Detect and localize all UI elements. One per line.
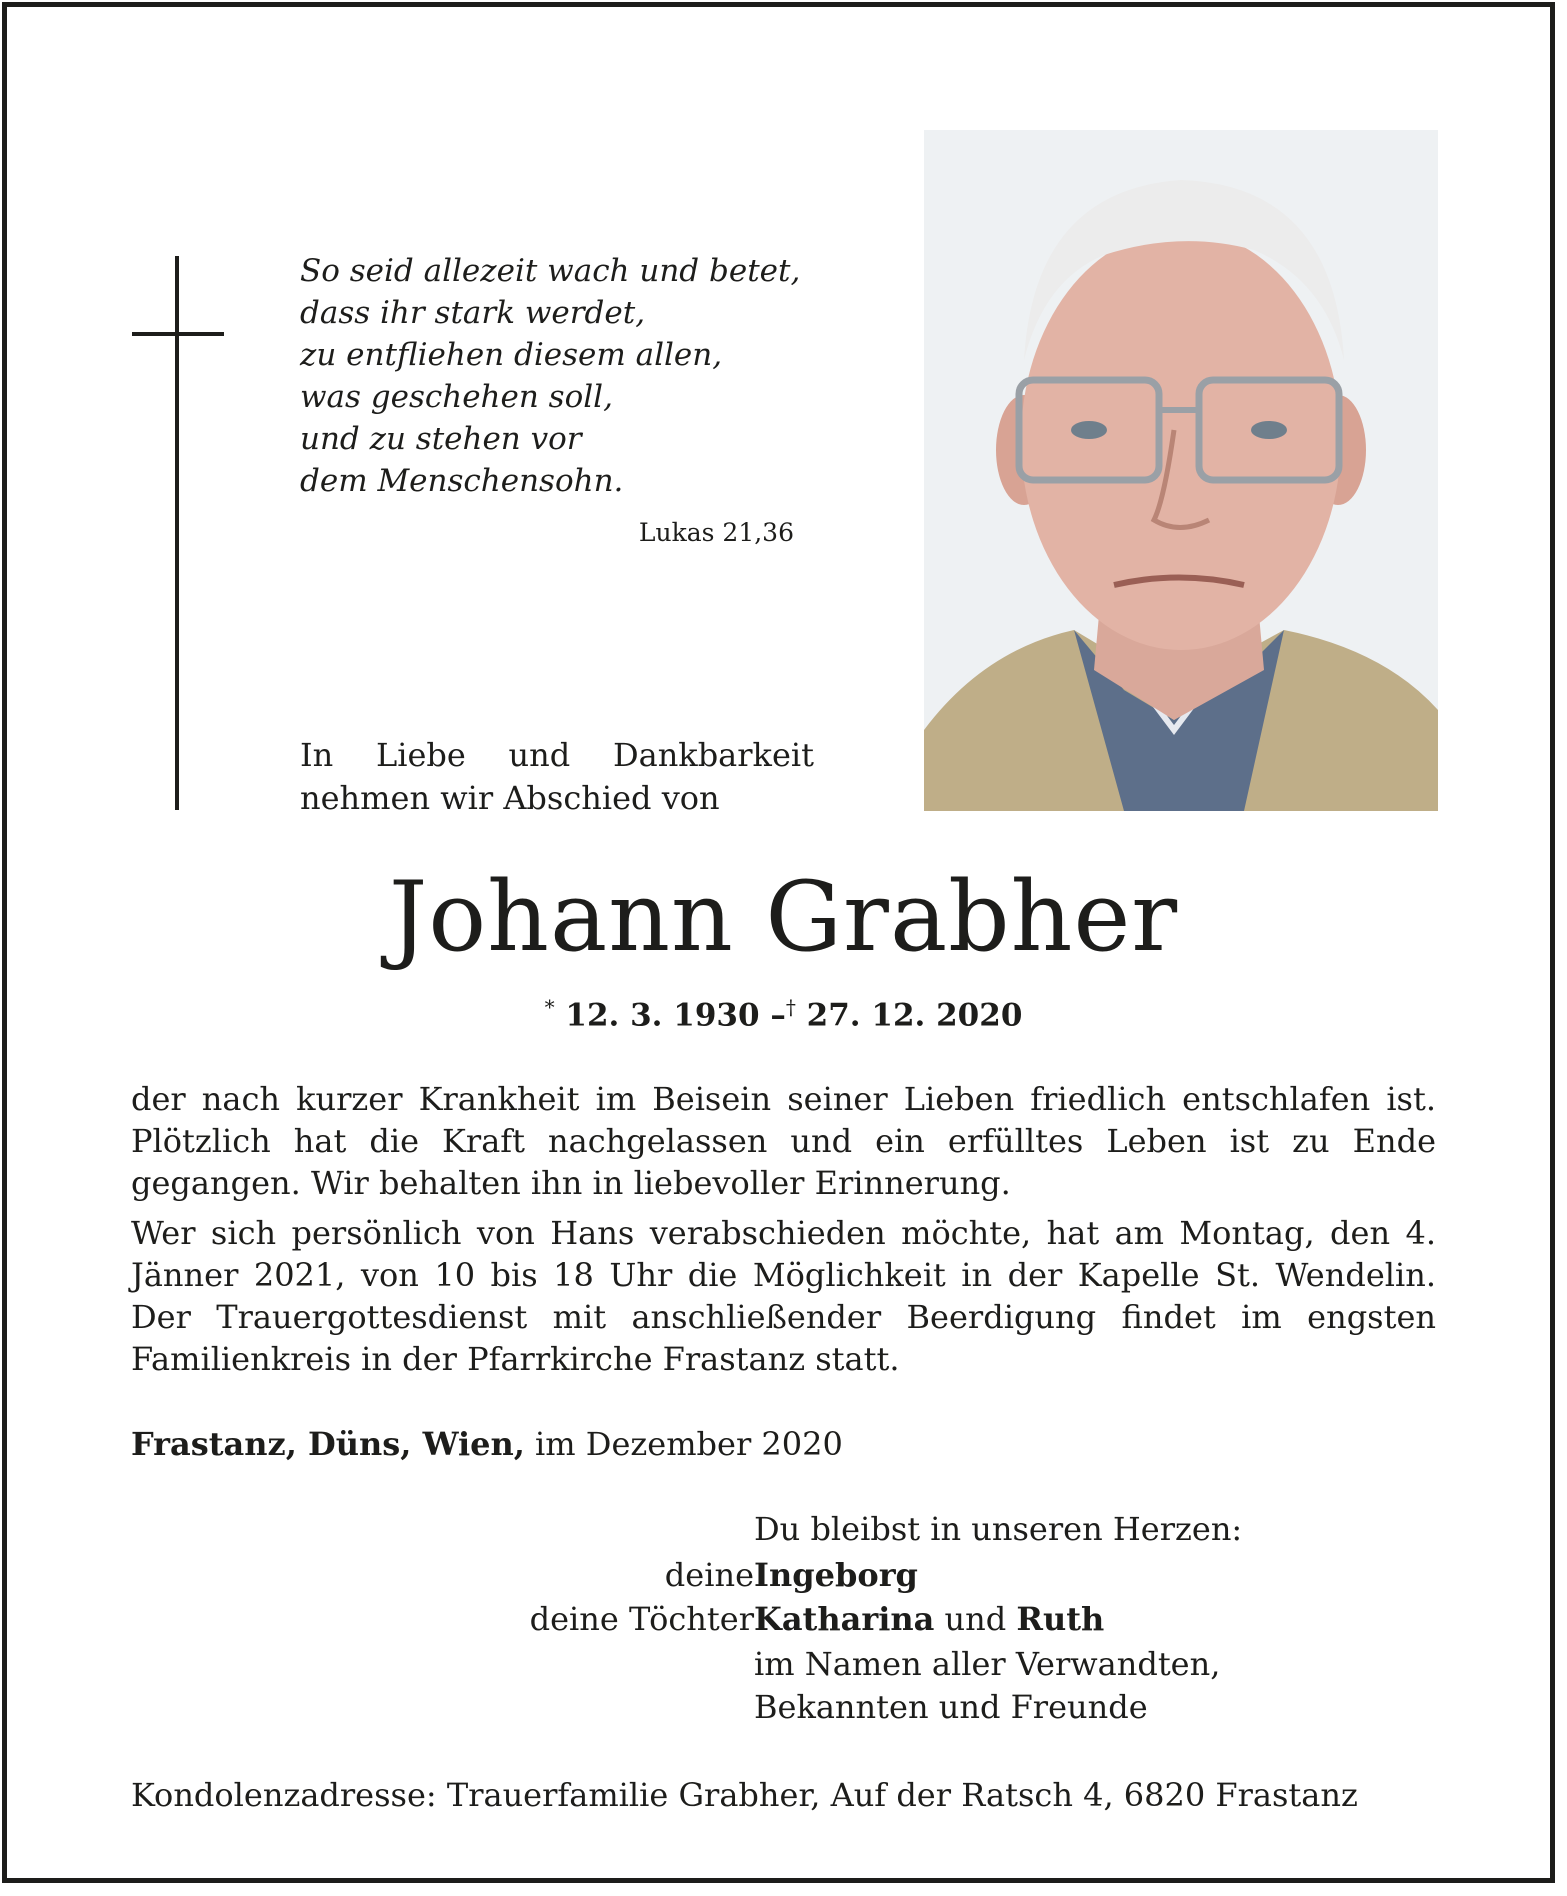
intro-word: Liebe <box>375 736 466 774</box>
death-date: 27. 12. 2020 <box>806 997 1023 1034</box>
place-date: im Dezember 2020 <box>535 1425 843 1463</box>
intro-text <box>300 734 814 820</box>
mourners-heading: Du bleibst in unseren Herzen: <box>754 1510 1243 1548</box>
verse-reference: Lukas 21,36 <box>638 518 794 547</box>
verse-line: dass ihr stark werdet, <box>300 295 646 331</box>
mourner-name: Ruth <box>1016 1600 1105 1638</box>
portrait-photo <box>924 130 1438 811</box>
verse-line: So seid allezeit wach und betet, <box>300 253 801 289</box>
mourner-friends: Bekannten und Freunde <box>754 1688 1148 1726</box>
life-dates <box>0 995 1567 1033</box>
bible-verse <box>300 250 820 502</box>
intro-word: In <box>300 736 334 774</box>
verse-line: dem Menschensohn. <box>300 463 624 499</box>
intro-line-2: nehmen wir Abschied von <box>300 779 720 817</box>
intro-word: und <box>508 736 571 774</box>
verse-line: zu entfliehen diesem allen, <box>300 337 723 373</box>
condolence-address: Kondolenzadresse: Trauerfamilie Grabher, Auf der Ratsch 4, 6820 Frastanz <box>131 1776 1358 1814</box>
mourner-names <box>754 1600 1104 1638</box>
body-paragraph: Wer sich persönlich von Hans verabschieden möchte, hat am Montag, den 4. Jänner 2021, von 10 bis 18 Uhr die Möglichkeit in der Kapelle St. Wendelin. Der Trauergottesdienst mit anschließender Beerdigung findet im engsten Familienkreis in der Pfarrkirche Frastanz statt. <box>131 1214 1436 1378</box>
cross-icon-vertical <box>175 256 179 810</box>
body-paragraph: der nach kurzer Krankheit im Beisein seiner Lieben friedlich entschlafen ist. Plötzlich hat die Kraft nachgelassen und ein erfülltes Leben ist zu Ende gegangen. Wir behalten ihn in liebevoller Erinnerung. <box>131 1080 1436 1202</box>
verse-line: was geschehen soll, <box>300 379 613 415</box>
conjunction: und <box>944 1600 1007 1638</box>
mourner-name: Ingeborg <box>754 1556 918 1594</box>
place-and-date <box>131 1425 843 1463</box>
date-separator: – <box>770 997 786 1034</box>
intro-word: Dankbarkeit <box>612 736 814 774</box>
mourner-relatives: im Namen aller Verwandten, <box>754 1645 1221 1683</box>
birth-date: 12. 3. 1930 <box>565 997 760 1034</box>
mourner-name: Katharina <box>754 1600 935 1638</box>
mourner-label: deine <box>664 1556 754 1594</box>
mourner-label: deine Töchter <box>529 1600 754 1638</box>
verse-line: und zu stehen vor <box>300 421 582 457</box>
place-locations: Frastanz, Düns, Wien, <box>131 1425 525 1463</box>
cross-icon-horizontal <box>132 332 224 336</box>
notice-body <box>131 1078 1436 1388</box>
deceased-name: Johann Grabher <box>388 861 1179 973</box>
death-symbol: † <box>785 995 796 1019</box>
birth-symbol: * <box>544 995 555 1019</box>
